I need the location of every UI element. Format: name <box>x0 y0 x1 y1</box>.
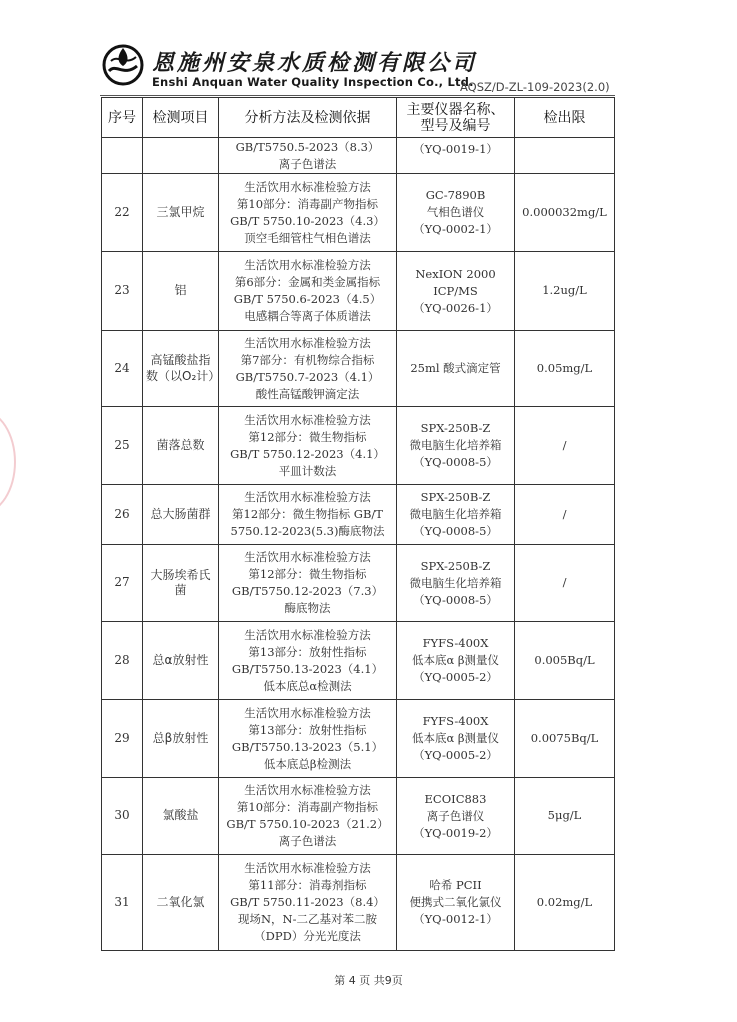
row-method: 生活饮用水标准检验方法 第7部分：有机物综合指标 GB/T5750.7-2023（4.1） 酸性高锰酸钾滴定法 <box>219 331 397 407</box>
row-instrument: FYFS-400X 低本底α β测量仪 （YQ-0005-2） <box>397 622 515 700</box>
row-method: 生活饮用水标准检验方法 第12部分：微生物指标 GB/T 5750.12-2023（4.1） 平皿计数法 <box>219 407 397 485</box>
row-limit: / <box>515 485 615 545</box>
test-method-table <box>101 97 615 951</box>
cont-limit <box>515 138 615 174</box>
header-divider <box>100 95 615 96</box>
row-no: 27 <box>102 545 143 622</box>
row-limit: 0.05mg/L <box>515 331 615 407</box>
row-no: 24 <box>102 331 143 407</box>
row-method: 生活饮用水标准检验方法 第13部分：放射性指标 GB/T5750.13-2023（5.1） 低本底总β检测法 <box>219 700 397 778</box>
company-name-en: Enshi Anquan Water Quality Inspection Co., Ltd. <box>152 75 474 89</box>
row-instrument: SPX-250B-Z 微电脑生化培养箱 （YQ-0008-5） <box>397 485 515 545</box>
header-instrument: 主要仪器名称、型号及编号 <box>397 98 515 138</box>
table-row <box>102 252 615 331</box>
row-no: 30 <box>102 778 143 855</box>
row-item: 总α放射性 <box>143 622 219 700</box>
row-instrument: NexION 2000 ICP/MS （YQ-0026-1） <box>397 252 515 331</box>
continuation-row <box>102 138 615 174</box>
row-no: 31 <box>102 855 143 951</box>
row-item: 三氯甲烷 <box>143 174 219 252</box>
company-logo-icon <box>102 44 144 86</box>
row-no: 28 <box>102 622 143 700</box>
table-row <box>102 174 615 252</box>
row-no: 29 <box>102 700 143 778</box>
row-instrument: SPX-250B-Z 微电脑生化培养箱 （YQ-0008-5） <box>397 407 515 485</box>
row-no: 22 <box>102 174 143 252</box>
row-method: 生活饮用水标准检验方法 第13部分：放射性指标 GB/T5750.13-2023（4.1） 低本底总α检测法 <box>219 622 397 700</box>
row-item: 高锰酸盐指数（以O₂计） <box>143 331 219 407</box>
table-header-row <box>102 98 615 138</box>
table-row <box>102 855 615 951</box>
row-item: 铝 <box>143 252 219 331</box>
row-instrument: 25ml 酸式滴定管 <box>397 331 515 407</box>
row-method: 生活饮用水标准检验方法 第11部分：消毒剂指标 GB/T 5750.11-2023（8.4） 现场N，N-二乙基对苯二胺 （DPD）分光光度法 <box>219 855 397 951</box>
table-row <box>102 700 615 778</box>
document-code: AQSZ/D-ZL-109-2023(2.0) <box>460 80 610 94</box>
row-method: 生活饮用水标准检验方法 第10部分：消毒副产物指标 GB/T 5750.10-2023（4.3） 顶空毛细管柱气相色谱法 <box>219 174 397 252</box>
row-item: 二氧化氯 <box>143 855 219 951</box>
row-method: 生活饮用水标准检验方法 第10部分：消毒副产物指标 GB/T 5750.10-2023（21.2） 离子色谱法 <box>219 778 397 855</box>
row-method: 生活饮用水标准检验方法 第6部分：金属和类金属指标 GB/T 5750.6-2023（4.5） 电感耦合等离子体质谱法 <box>219 252 397 331</box>
header-item: 检测项目 <box>143 98 219 138</box>
row-instrument: ECOIC883 离子色谱仪 （YQ-0019-2） <box>397 778 515 855</box>
row-instrument: 哈希 PCII 便携式二氧化氯仪 （YQ-0012-1） <box>397 855 515 951</box>
cont-no <box>102 138 143 174</box>
row-item: 氯酸盐 <box>143 778 219 855</box>
cont-item <box>143 138 219 174</box>
row-limit: 0.005Bq/L <box>515 622 615 700</box>
row-limit: 0.0075Bq/L <box>515 700 615 778</box>
row-instrument: GC-7890B 气相色谱仪 （YQ-0002-1） <box>397 174 515 252</box>
header-method: 分析方法及检测依据 <box>219 98 397 138</box>
row-limit: 0.02mg/L <box>515 855 615 951</box>
table-row <box>102 407 615 485</box>
cont-method: GB/T5750.5-2023（8.3） 离子色谱法 <box>219 138 397 174</box>
cont-instrument: （YQ-0019-1） <box>397 138 515 174</box>
row-instrument: FYFS-400X 低本底α β测量仪 （YQ-0005-2） <box>397 700 515 778</box>
row-limit: / <box>515 407 615 485</box>
red-stamp-remnant <box>0 410 16 514</box>
row-item: 大肠埃希氏菌 <box>143 545 219 622</box>
row-no: 23 <box>102 252 143 331</box>
row-limit: 1.2ug/L <box>515 252 615 331</box>
row-limit: 5μg/L <box>515 778 615 855</box>
row-method: 生活饮用水标准检验方法 第12部分：微生物指标 GB/T5750.12-2023（7.3） 酶底物法 <box>219 545 397 622</box>
table-row <box>102 778 615 855</box>
row-limit: 0.000032mg/L <box>515 174 615 252</box>
row-item: 菌落总数 <box>143 407 219 485</box>
row-limit: / <box>515 545 615 622</box>
table-row <box>102 485 615 545</box>
header-no: 序号 <box>102 98 143 138</box>
row-item: 总大肠菌群 <box>143 485 219 545</box>
row-item: 总β放射性 <box>143 700 219 778</box>
table-row <box>102 331 615 407</box>
row-method: 生活饮用水标准检验方法 第12部分：微生物指标 GB/T 5750.12-2023(5.3)酶底物法 <box>219 485 397 545</box>
company-name-cn: 恩施州安泉水质检测有限公司 <box>152 50 478 76</box>
row-instrument: SPX-250B-Z 微电脑生化培养箱 （YQ-0008-5） <box>397 545 515 622</box>
table-row <box>102 622 615 700</box>
row-no: 26 <box>102 485 143 545</box>
header-limit: 检出限 <box>515 98 615 138</box>
table-row <box>102 545 615 622</box>
row-no: 25 <box>102 407 143 485</box>
page-number: 第 4 页 共9页 <box>334 974 403 987</box>
